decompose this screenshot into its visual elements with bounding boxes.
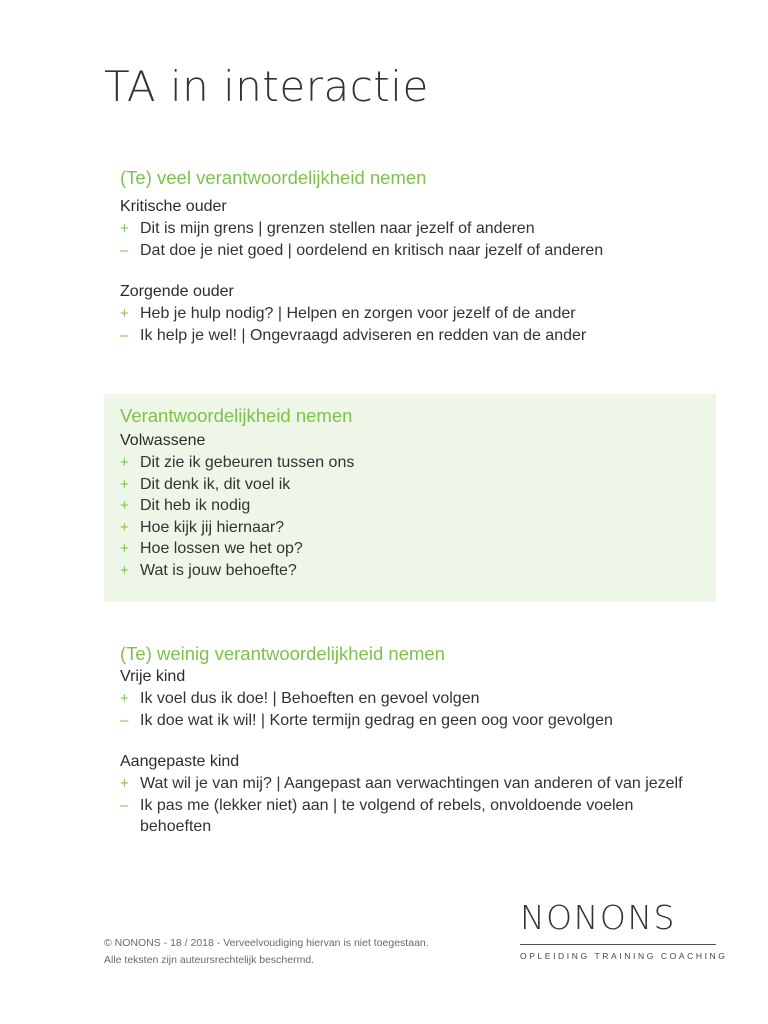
list-item-text: Dat doe je niet goed | oordelend en kritisch naar jezelf of anderen <box>140 241 604 259</box>
plus-icon: + <box>120 497 129 515</box>
minus-icon: – <box>120 241 129 259</box>
list-item <box>120 495 716 517</box>
minus-icon: – <box>120 326 129 344</box>
list-item <box>120 218 716 240</box>
list-item <box>120 452 716 474</box>
group-zorgende-ouder <box>120 281 716 346</box>
plus-icon: + <box>120 454 129 471</box>
group-title: Volwassene <box>120 432 206 449</box>
group-volwassene <box>120 430 716 582</box>
section-title: Verantwoordelijkheid nemen <box>120 405 353 426</box>
group-kritische-ouder <box>120 196 716 261</box>
list-item-text: Ik pas me (lekker niet) aan | te volgend of rebels, onvoldoende voelen behoeften <box>140 796 634 836</box>
plus-icon: + <box>120 305 129 323</box>
section-taking-responsibility <box>104 394 716 602</box>
list-item-text: Heb je hulp nodig? | Helpen en zorgen voor jezelf of de ander <box>140 305 576 323</box>
section-too-little-responsibility <box>104 642 716 838</box>
section-title: (Te) veel verantwoordelijkheid nemen <box>120 167 427 188</box>
group-title: Kritische ouder <box>120 198 227 215</box>
list-item-text: Dit denk ik, dit voel ik <box>140 475 291 493</box>
bullet-list <box>120 773 716 838</box>
list-item <box>120 688 716 710</box>
logo-tagline: OPLEIDING TRAINING COACHING <box>520 951 728 961</box>
bullet-list <box>120 303 716 346</box>
list-item <box>120 517 716 539</box>
list-item-text: Hoe lossen we het op? <box>140 540 303 558</box>
minus-icon: – <box>120 711 129 729</box>
list-item-text: Hoe kijk jij hiernaar? <box>140 518 285 536</box>
list-item <box>120 795 716 838</box>
list-item-text: Wat is jouw behoefte? <box>140 561 297 579</box>
plus-icon: + <box>120 518 129 536</box>
list-item-text: Dit zie ik gebeuren tussen ons <box>140 454 355 471</box>
list-item <box>120 325 716 347</box>
list-item <box>120 538 716 560</box>
list-item <box>120 710 716 732</box>
list-item-text: Ik doe wat ik wil! | Korte termijn gedrag en geen oog voor gevolgen <box>140 711 613 729</box>
logo-divider <box>520 944 716 945</box>
group-title: Aangepaste kind <box>120 753 240 771</box>
plus-icon: + <box>120 475 129 493</box>
list-item-text: Ik voel dus ik doe! | Behoeften en gevoel volgen <box>140 690 480 707</box>
plus-icon: + <box>120 690 129 707</box>
list-item <box>120 303 716 325</box>
plus-icon: + <box>120 775 129 793</box>
list-item-text: Dit is mijn grens | grenzen stellen naar jezelf of anderen <box>140 220 535 237</box>
plus-icon: + <box>120 220 129 237</box>
list-item-text: Dit heb ik nodig <box>140 497 251 515</box>
plus-icon: + <box>120 540 129 558</box>
bullet-list <box>120 688 716 731</box>
logo-wordmark: NONONS <box>520 898 676 937</box>
bullet-list <box>120 452 716 582</box>
group-aangepaste-kind <box>120 751 716 838</box>
list-item-text: Wat wil je van mij? | Aangepast aan verwachtingen van anderen of van jezelf <box>140 775 683 793</box>
page-title: TA in interactie <box>104 62 429 111</box>
nonons-logo <box>520 898 728 961</box>
group-title: Vrije kind <box>120 668 186 685</box>
list-item <box>120 474 716 496</box>
list-item <box>120 773 716 795</box>
list-item-text: Ik help je wel! | Ongevraagd adviseren en redden van de ander <box>140 326 587 344</box>
section-title: (Te) weinig verantwoordelijkheid nemen <box>120 643 445 664</box>
group-title: Zorgende ouder <box>120 283 234 301</box>
section-too-much-responsibility <box>104 166 716 346</box>
bullet-list <box>120 218 716 261</box>
plus-icon: + <box>120 561 129 579</box>
group-vrije-kind <box>120 666 716 731</box>
copyright-notice: © NONONS - 18 / 2018 - Verveelvoudiging hiervan is niet toegestaan. Alle teksten zijn auteursrechtelijk beschermd. <box>104 937 429 966</box>
minus-icon: – <box>120 796 129 814</box>
list-item <box>120 240 716 262</box>
list-item <box>120 560 716 582</box>
